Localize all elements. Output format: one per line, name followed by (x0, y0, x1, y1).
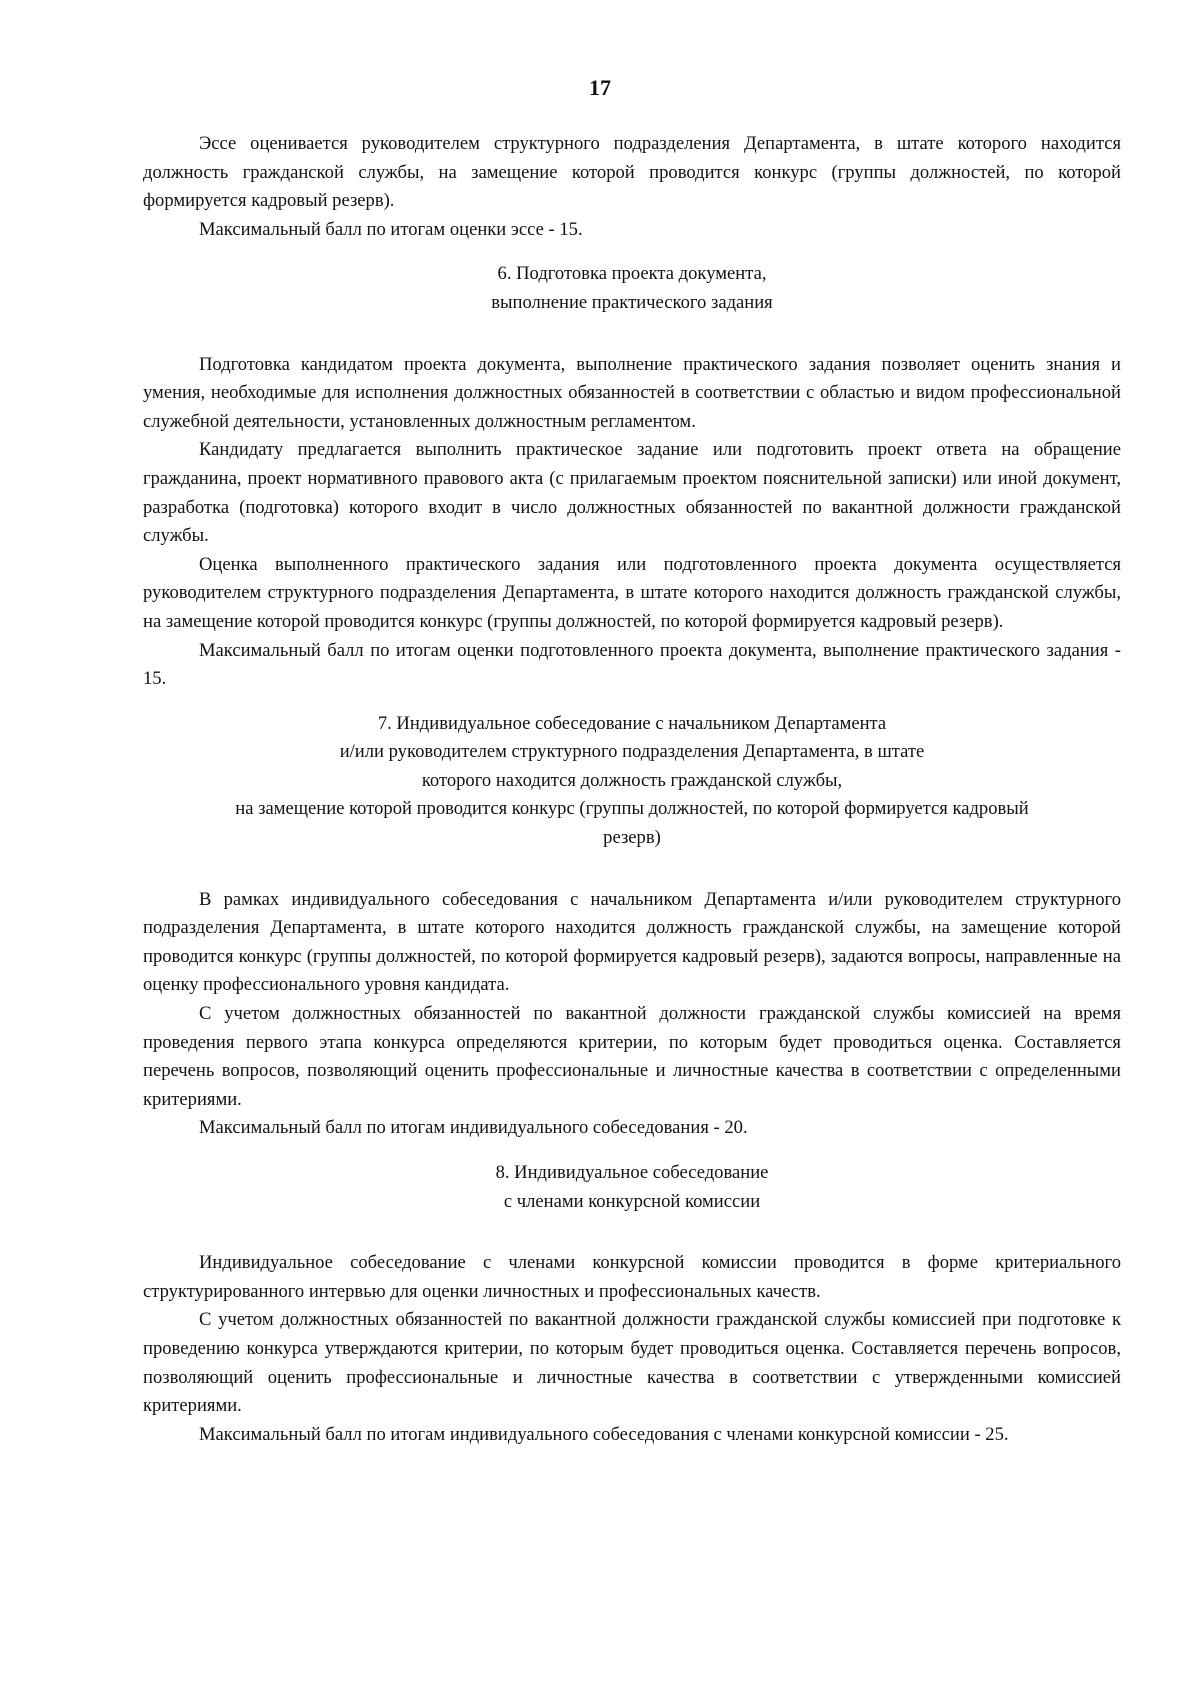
section-8-max-score-paragraph: Максимальный балл по итогам индивидуального собеседования с членами конкурсной комиссии - 25. (199, 1423, 1009, 1445)
section-6-heading (143, 260, 1121, 317)
document-body (143, 130, 1121, 1449)
section-8-paragraph: С учетом должностных обязанностей по вакантной должности гражданской службы комиссией при подготовке к проведению конкурса утверждаются критерии, по которым будет проводиться оценка. Составляется перечень вопросов, позволяющий оценить профессиональные и личностные качества в соответствии с утвержденными комиссией критериями. (143, 1309, 1121, 1417)
section-7-heading-line: которого находится должность гражданской службы, (421, 769, 843, 791)
section-7-paragraph: В рамках индивидуального собеседования с начальником Департамента и/или руководителем структурного подразделения Департамента, в штате которого находится должность гражданской службы, на замещение которой проводится конкурс (группы должностей, по которой формируется кадровый резерв), задаются вопросы, направленные на оценку профессионального уровня кандидата. (143, 888, 1121, 996)
section-8-heading (143, 1159, 1121, 1216)
section-7-max-score-paragraph: Максимальный балл по итогам индивидуального собеседования - 20. (199, 1117, 748, 1139)
section-8-paragraph: Индивидуальное собеседование с членами конкурсной комиссии проводится в форме критериального структурированного интервью для оценки личностных и профессиональных качеств. (143, 1252, 1121, 1302)
essay-evaluation-paragraph: Эссе оценивается руководителем структурного подразделения Департамента, в штате которого находится должность гражданской службы, на замещение которой проводится конкурс (группы должностей, по которой формируется кадровый резерв). (143, 133, 1121, 212)
page-number: 17 (589, 75, 611, 100)
section-6-paragraph: Подготовка кандидатом проекта документа, выполнение практического задания позволяет оценить знания и умения, необходимые для исполнения должностных обязанностей в соответствии с областью и видом профессиональной служебной деятельности, установленных должностным регламентом. (143, 353, 1121, 432)
section-7-heading-line: на замещение которой проводится конкурс (группы должностей, по которой формируется кадровый (235, 798, 1029, 820)
section-6-max-score-paragraph: Максимальный балл по итогам оценки подготовленного проекта документа, выполнение практического задания - 15. (143, 639, 1121, 690)
section-8-heading-line: с членами конкурсной комиссии (503, 1190, 761, 1212)
section-7-heading-line: и/или руководителем структурного подразделения Департамента, в штате (339, 741, 925, 763)
section-6-paragraph: Кандидату предлагается выполнить практическое задание или подготовить проект ответа на обращение гражданина, проект нормативного правового акта (с прилагаемым проектом пояснительной записки) или иной документ, разработка (подготовка) которого входит в число должностных обязанностей по вакантной должности гражданской службы. (143, 439, 1121, 547)
section-6-paragraph: Оценка выполненного практического задания или подготовленного проекта документа осуществляется руководителем структурного подразделения Департамента, в штате которого находится должность гражданской службы, на замещение которой проводится конкурс (группы должностей, по которой формируется кадровый резерв). (143, 553, 1121, 632)
section-7-paragraph: С учетом должностных обязанностей по вакантной должности гражданской службы комиссией на время проведения первого этапа конкурса определяются критерии, по которым будет проводиться оценка. Составляется перечень вопросов, позволяющий оценить профессиональные и личностные качества в соответствии с определенными критериями. (143, 1003, 1121, 1110)
section-7-heading (143, 710, 1121, 853)
essay-max-score-paragraph: Максимальный балл по итогам оценки эссе - 15. (199, 218, 583, 240)
section-7-heading-line: 7. Индивидуальное собеседование с начальником Департамента (377, 712, 887, 734)
section-7-heading-line: резерв) (603, 827, 661, 849)
section-8-heading-line: 8. Индивидуальное собеседование (495, 1162, 769, 1183)
section-6-heading-line: выполнение практического задания (491, 291, 773, 313)
section-6-heading-line: 6. Подготовка проекта документа, (497, 263, 767, 285)
